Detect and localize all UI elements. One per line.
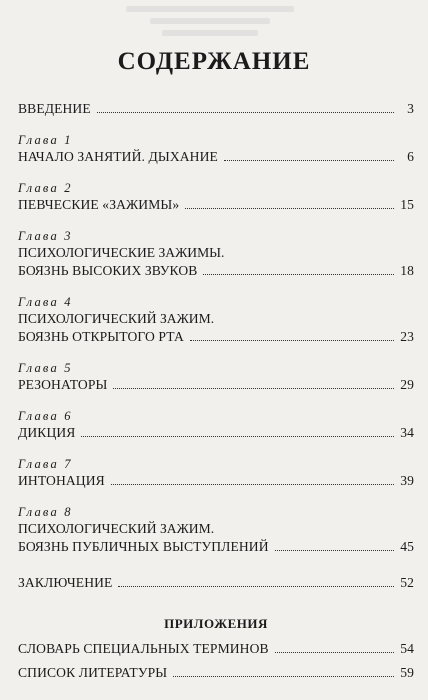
dot-leader xyxy=(173,675,394,677)
entry-title: БОЯЗНЬ ОТКРЫТОГО РТА xyxy=(18,329,184,344)
toc-row xyxy=(18,262,414,280)
toc-entry xyxy=(18,180,414,214)
entry-title-line: ПСИХОЛОГИЧЕСКИЙ ЗАЖИМ. xyxy=(18,521,215,536)
page-number: 18 xyxy=(400,263,414,278)
toc-row xyxy=(18,100,414,118)
dot-leader xyxy=(275,651,394,653)
entry-title: БОЯЗНЬ ПУБЛИЧНЫХ ВЫСТУПЛЕНИЙ xyxy=(18,539,269,554)
toc-row xyxy=(18,472,414,490)
toc-entry xyxy=(18,132,414,166)
dot-leader xyxy=(190,339,394,341)
dot-leader xyxy=(275,549,394,551)
dot-leader xyxy=(118,585,394,587)
toc-row xyxy=(18,664,414,682)
chapter-label: Глава 7 xyxy=(18,457,73,471)
entry-title: ВВЕДЕНИЕ xyxy=(18,101,91,116)
page-number: 6 xyxy=(407,149,414,164)
dot-leader xyxy=(203,273,394,275)
appendix-entry xyxy=(18,640,414,658)
dot-leader xyxy=(113,387,394,389)
dot-leader xyxy=(97,111,394,113)
toc-entries xyxy=(18,100,414,592)
dot-leader xyxy=(224,159,394,161)
toc-entry xyxy=(18,408,414,442)
toc-entry xyxy=(18,504,414,556)
entry-title-line: ПСИХОЛОГИЧЕСКИЕ ЗАЖИМЫ. xyxy=(18,245,225,260)
page-number: 23 xyxy=(400,329,414,344)
appendix-heading: ПРИЛОЖЕНИЯ xyxy=(164,616,268,631)
bleed-through-text xyxy=(90,0,330,40)
toc-row xyxy=(18,574,414,592)
entry-title: БОЯЗНЬ ВЫСОКИХ ЗВУКОВ xyxy=(18,263,198,278)
toc-row xyxy=(18,376,414,394)
toc-entry xyxy=(18,228,414,280)
chapter-label: Глава 4 xyxy=(18,295,73,309)
appendix-entry xyxy=(18,664,414,682)
page-number: 54 xyxy=(400,641,414,656)
entry-title: СЛОВАРЬ СПЕЦИАЛЬНЫХ ТЕРМИНОВ xyxy=(18,641,269,656)
toc-entry xyxy=(18,360,414,394)
toc-entry xyxy=(18,574,414,592)
chapter-label: Глава 3 xyxy=(18,229,73,243)
entry-title: РЕЗОНАТОРЫ xyxy=(18,377,108,392)
toc-row xyxy=(18,538,414,556)
page-number: 59 xyxy=(400,665,414,680)
toc-row xyxy=(18,148,414,166)
toc-entry xyxy=(18,294,414,346)
dot-leader xyxy=(185,207,394,209)
entry-title: ПЕВЧЕСКИЕ «ЗАЖИМЫ» xyxy=(18,197,180,212)
toc-row xyxy=(18,196,414,214)
toc-row xyxy=(18,328,414,346)
toc-entry xyxy=(18,456,414,490)
chapter-label: Глава 8 xyxy=(18,505,73,519)
entry-title: НАЧАЛО ЗАНЯТИЙ. ДЫХАНИЕ xyxy=(18,149,218,164)
page-number: 15 xyxy=(400,197,414,212)
page-number: 3 xyxy=(407,101,414,116)
page-number: 45 xyxy=(400,539,414,554)
toc-row xyxy=(18,424,414,442)
chapter-label: Глава 5 xyxy=(18,361,73,375)
chapter-label: Глава 1 xyxy=(18,133,73,147)
page-number: 34 xyxy=(400,425,414,440)
page-title: СОДЕРЖАНИЕ xyxy=(117,48,311,75)
chapter-label: Глава 2 xyxy=(18,181,73,195)
page-number: 52 xyxy=(400,575,414,590)
entry-title: СПИСОК ЛИТЕРАТУРЫ xyxy=(18,665,168,680)
entry-title: ДИКЦИЯ xyxy=(18,425,76,440)
page-number: 29 xyxy=(400,377,414,392)
toc-row xyxy=(18,640,414,658)
toc-entry xyxy=(18,100,414,118)
dot-leader xyxy=(111,483,394,485)
dot-leader xyxy=(81,435,394,437)
entry-title: ЗАКЛЮЧЕНИЕ xyxy=(18,575,113,590)
chapter-label: Глава 6 xyxy=(18,409,73,423)
entry-title-line: ПСИХОЛОГИЧЕСКИЙ ЗАЖИМ. xyxy=(18,311,215,326)
page-number: 39 xyxy=(400,473,414,488)
entry-title: ИНТОНАЦИЯ xyxy=(18,473,105,488)
table-of-contents xyxy=(18,100,414,691)
